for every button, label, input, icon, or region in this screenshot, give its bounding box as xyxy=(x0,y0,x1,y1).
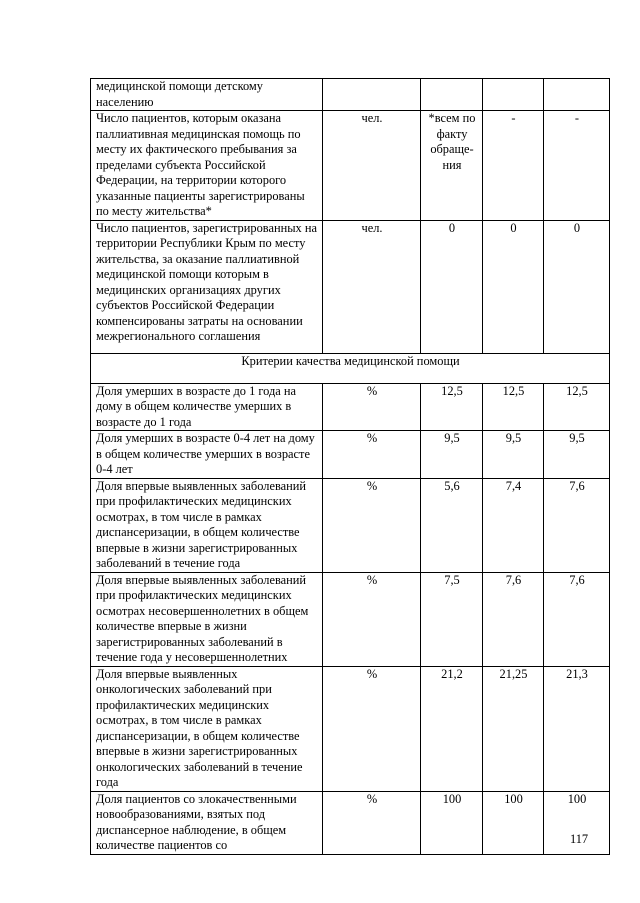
indicator-name-cell: медицинской помощи детскому населению xyxy=(91,79,323,111)
value-cell-1: 9,5 xyxy=(421,431,483,479)
unit-cell: % xyxy=(323,572,421,666)
indicator-name-cell: Число пациентов, зарегистрированных на территории Республики Крым по месту жительства, за оказание паллиативной медицинской помощи которым в медицинских организациях других субъектов Российской Федерации компенсированы затраты на основании межрегионального соглашения xyxy=(91,220,323,353)
indicator-name-cell: Число пациентов, которым оказана паллиативная медицинская помощь по месту их фактического пребывания за пределами субъекта Российской Федерации, на территории которого указанные пациенты зарегистрированы по месту жительства* xyxy=(91,111,323,221)
value-cell-1: 0 xyxy=(421,220,483,353)
table-row xyxy=(91,220,610,353)
value-cell-1: 7,5 xyxy=(421,572,483,666)
table-row xyxy=(91,111,610,221)
page-number: 117 xyxy=(570,832,589,846)
value-cell-1: 21,2 xyxy=(421,666,483,791)
value-cell-1: 12,5 xyxy=(421,383,483,431)
unit-cell: % xyxy=(323,791,421,854)
unit-cell: % xyxy=(323,478,421,572)
value-cell-2: - xyxy=(483,111,544,221)
indicator-name-cell: Доля пациентов со злокачественными новообразованиями, взятых под диспансерное наблюдение, в общем количестве пациентов со xyxy=(91,791,323,854)
unit-cell: % xyxy=(323,431,421,479)
value-cell-3: 7,6 xyxy=(544,572,610,666)
table-row xyxy=(91,791,610,854)
table-row xyxy=(91,666,610,791)
indicator-name-cell: Доля впервые выявленных онкологических заболеваний при профилактических медицинских осмотрах, в том числе в рамках диспансеризации, в общем количестве впервые в жизни зарегистрированных онкологических заболеваний в течение года xyxy=(91,666,323,791)
value-cell-3 xyxy=(544,79,610,111)
table-body xyxy=(91,79,610,855)
value-cell-1: 5,6 xyxy=(421,478,483,572)
section-title: Критерии качества медицинской помощи xyxy=(91,353,610,383)
unit-cell: % xyxy=(323,666,421,791)
value-cell-2: 9,5 xyxy=(483,431,544,479)
value-cell-3: 12,5 xyxy=(544,383,610,431)
value-cell-2 xyxy=(483,79,544,111)
unit-cell: чел. xyxy=(323,220,421,353)
value-cell-3: 9,5 xyxy=(544,431,610,479)
table-row xyxy=(91,383,610,431)
indicator-name-cell: Доля впервые выявленных заболеваний при профилактических медицинских осмотрах несовершеннолетних в общем количестве впервые в жизни зарегистрированных заболеваний в течение года у несовершеннолетних xyxy=(91,572,323,666)
value-cell-2: 0 xyxy=(483,220,544,353)
value-cell-3: 7,6 xyxy=(544,478,610,572)
value-cell-3: - xyxy=(544,111,610,221)
table-row xyxy=(91,478,610,572)
indicator-name-cell: Доля умерших в возрасте 0-4 лет на дому в общем количестве умерших в возрасте 0-4 лет xyxy=(91,431,323,479)
value-cell-2: 12,5 xyxy=(483,383,544,431)
indicator-name-cell: Доля впервые выявленных заболеваний при профилактических медицинских осмотрах, в том числе в рамках диспансеризации, в общем количестве впервые в жизни зарегистрированных заболеваний в течение года xyxy=(91,478,323,572)
value-cell-1 xyxy=(421,79,483,111)
value-cell-3: 0 xyxy=(544,220,610,353)
table-row xyxy=(91,572,610,666)
value-cell-3: 100 xyxy=(544,791,610,854)
value-cell-1: *всем по факту обраще-ния xyxy=(421,111,483,221)
indicator-name-cell: Доля умерших в возрасте до 1 года на дому в общем количестве умерших в возрасте до 1 года xyxy=(91,383,323,431)
value-cell-2: 7,6 xyxy=(483,572,544,666)
value-cell-3: 21,3 xyxy=(544,666,610,791)
value-cell-1: 100 xyxy=(421,791,483,854)
unit-cell xyxy=(323,79,421,111)
indicators-table xyxy=(90,78,610,855)
value-cell-2: 100 xyxy=(483,791,544,854)
value-cell-2: 7,4 xyxy=(483,478,544,572)
unit-cell: % xyxy=(323,383,421,431)
unit-cell: чел. xyxy=(323,111,421,221)
table-row xyxy=(91,79,610,111)
section-header-row xyxy=(91,353,610,383)
value-cell-2: 21,25 xyxy=(483,666,544,791)
table-row xyxy=(91,431,610,479)
